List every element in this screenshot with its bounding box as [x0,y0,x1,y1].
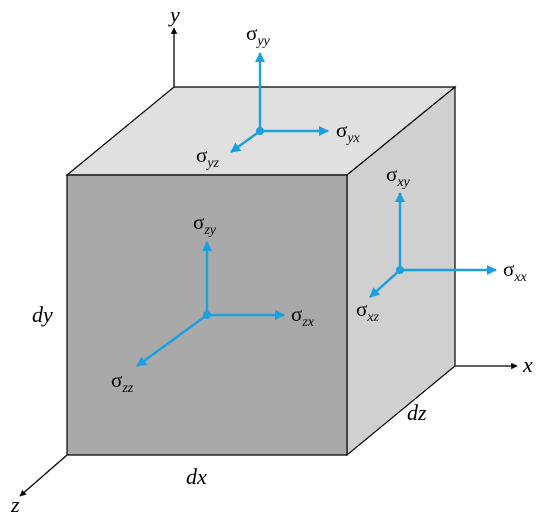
dx-label: dx [186,464,207,489]
z-axis-label: z [11,492,20,517]
z-axis-line [20,455,67,496]
sigma-zy-label: $\sigma_{zy}$ [193,210,216,238]
sigma-yz-label: $\sigma_{yz}$ [196,143,219,171]
y-axis-label: y [170,2,180,27]
front-face-origin-dot [203,311,211,319]
top-face-origin-dot [256,127,264,135]
sigma-xy-label: $\sigma_{xy}$ [386,162,410,190]
sigma-zx-label: $\sigma_{zx}$ [291,302,314,330]
side-face-origin-dot [396,266,404,274]
dy-label: dy [32,302,53,327]
sigma-yy-label: $\sigma_{yy}$ [246,21,270,49]
sigma-yx-label: $\sigma_{yx}$ [336,118,360,146]
dz-label: dz [407,400,427,425]
sigma-xx-label: $\sigma_{xx}$ [503,257,527,285]
x-axis-label: x [523,352,533,377]
sigma-zz-label: $\sigma_{zz}$ [111,368,134,396]
sigma-xz-label: $\sigma_{xz}$ [356,297,379,325]
